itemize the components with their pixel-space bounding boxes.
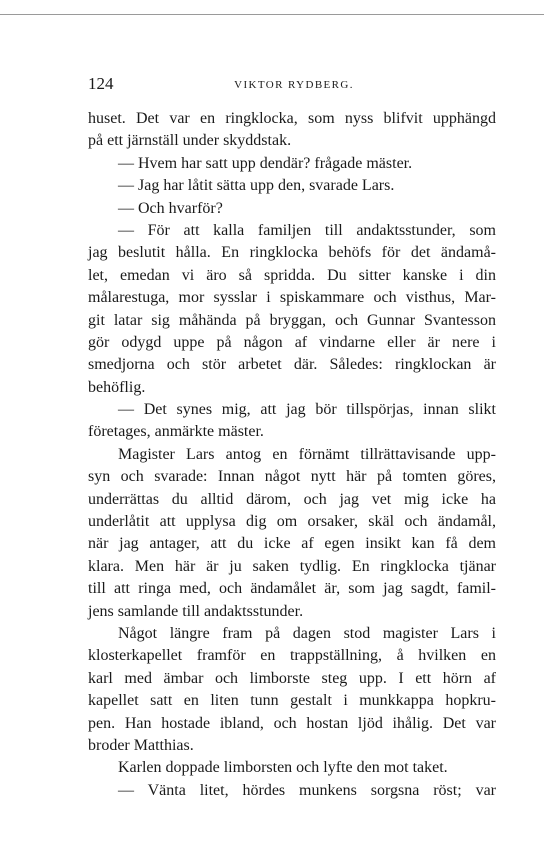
text-line: syn och svarade: Innan något nytt här på tomten göres, bbox=[88, 468, 496, 486]
text-line: huset. Det var en ringklocka, som nyss blifvit upphängd bbox=[88, 110, 496, 127]
text-line: till att ringa med, och ändamålet är, som jag sagdt, famil- bbox=[88, 580, 496, 598]
text-line: på ett järnställ under skyddstak. bbox=[88, 132, 292, 150]
text-line: smedjorna och stör arbetet där. Således: ringklockan är bbox=[88, 356, 496, 374]
text-line: Något längre fram på dagen stod magister Lars i bbox=[118, 624, 496, 642]
text-line: gör odygd uppe på någon af vindarne eller är nere i bbox=[88, 333, 496, 351]
text-line: jag beslutit hålla. En ringklocka behöfs för det ändamå- bbox=[88, 244, 496, 262]
text-line: git latar sig måhända på bryggan, och Gunnar Svantesson bbox=[88, 311, 496, 329]
top-rule bbox=[0, 14, 544, 15]
text-line: — Det synes mig, att jag bör tillspörjas, innan slikt bbox=[118, 401, 496, 419]
text-line: underrättas du alltid därom, och jag vet mig icke ha bbox=[88, 490, 496, 508]
text-line: — För att kalla familjen till andaktsstunder, som bbox=[118, 221, 496, 239]
text-line: behöflig. bbox=[88, 378, 146, 396]
text-line: underlåtit att upplysa dig om orsaker, skäl och ändamål, bbox=[88, 513, 496, 531]
text-line: — Vänta litet, hördes munkens sorgsna röst; var bbox=[118, 781, 496, 799]
text-line: broder Matthias. bbox=[88, 736, 194, 754]
text-line: klosterkapellet framför en trappställning, å hvilken en bbox=[88, 647, 496, 665]
text-line: när jag antager, att du icke af egen insikt kan få dem bbox=[88, 535, 496, 553]
text-line: — Jag har låtit sätta upp den, svarade Lars. bbox=[118, 177, 395, 195]
text-line: karl med ämbar och limborste steg upp. I ett hörn af bbox=[88, 669, 496, 687]
text-line: Magister Lars antog en förnämt tillrättavisande upp- bbox=[118, 445, 496, 463]
text-line: let, emedan vi äro så spridda. Du sitter kanske i din bbox=[88, 266, 496, 284]
page-number: 124 bbox=[88, 74, 114, 93]
text-line: företages, anmärkte mäster. bbox=[88, 423, 264, 441]
text-line: Karlen doppade limborsten och lyfte den mot taket. bbox=[118, 759, 448, 777]
running-head bbox=[88, 72, 500, 96]
text-line: målarestuga, mor sysslar i spiskammare och visthus, Mar- bbox=[88, 289, 496, 307]
text-line: jens samlande till andaktsstunder. bbox=[88, 602, 304, 620]
text-line: pen. Han hostade ibland, och hostan ljöd ihålig. Det var bbox=[88, 714, 496, 732]
text-line: — Hvem har satt upp dendär? frågade mäster. bbox=[118, 154, 413, 172]
body-text bbox=[88, 108, 496, 802]
running-title: VIKTOR RYDBERG. bbox=[234, 79, 354, 91]
text-line: klara. Men här är ju saken tydlig. En ringklocka tjänar bbox=[88, 557, 496, 575]
text-line: — Och hvarför? bbox=[118, 199, 223, 217]
text-line: kapellet satt en liten tunn gestalt i munkkappa hopkru- bbox=[88, 692, 496, 710]
